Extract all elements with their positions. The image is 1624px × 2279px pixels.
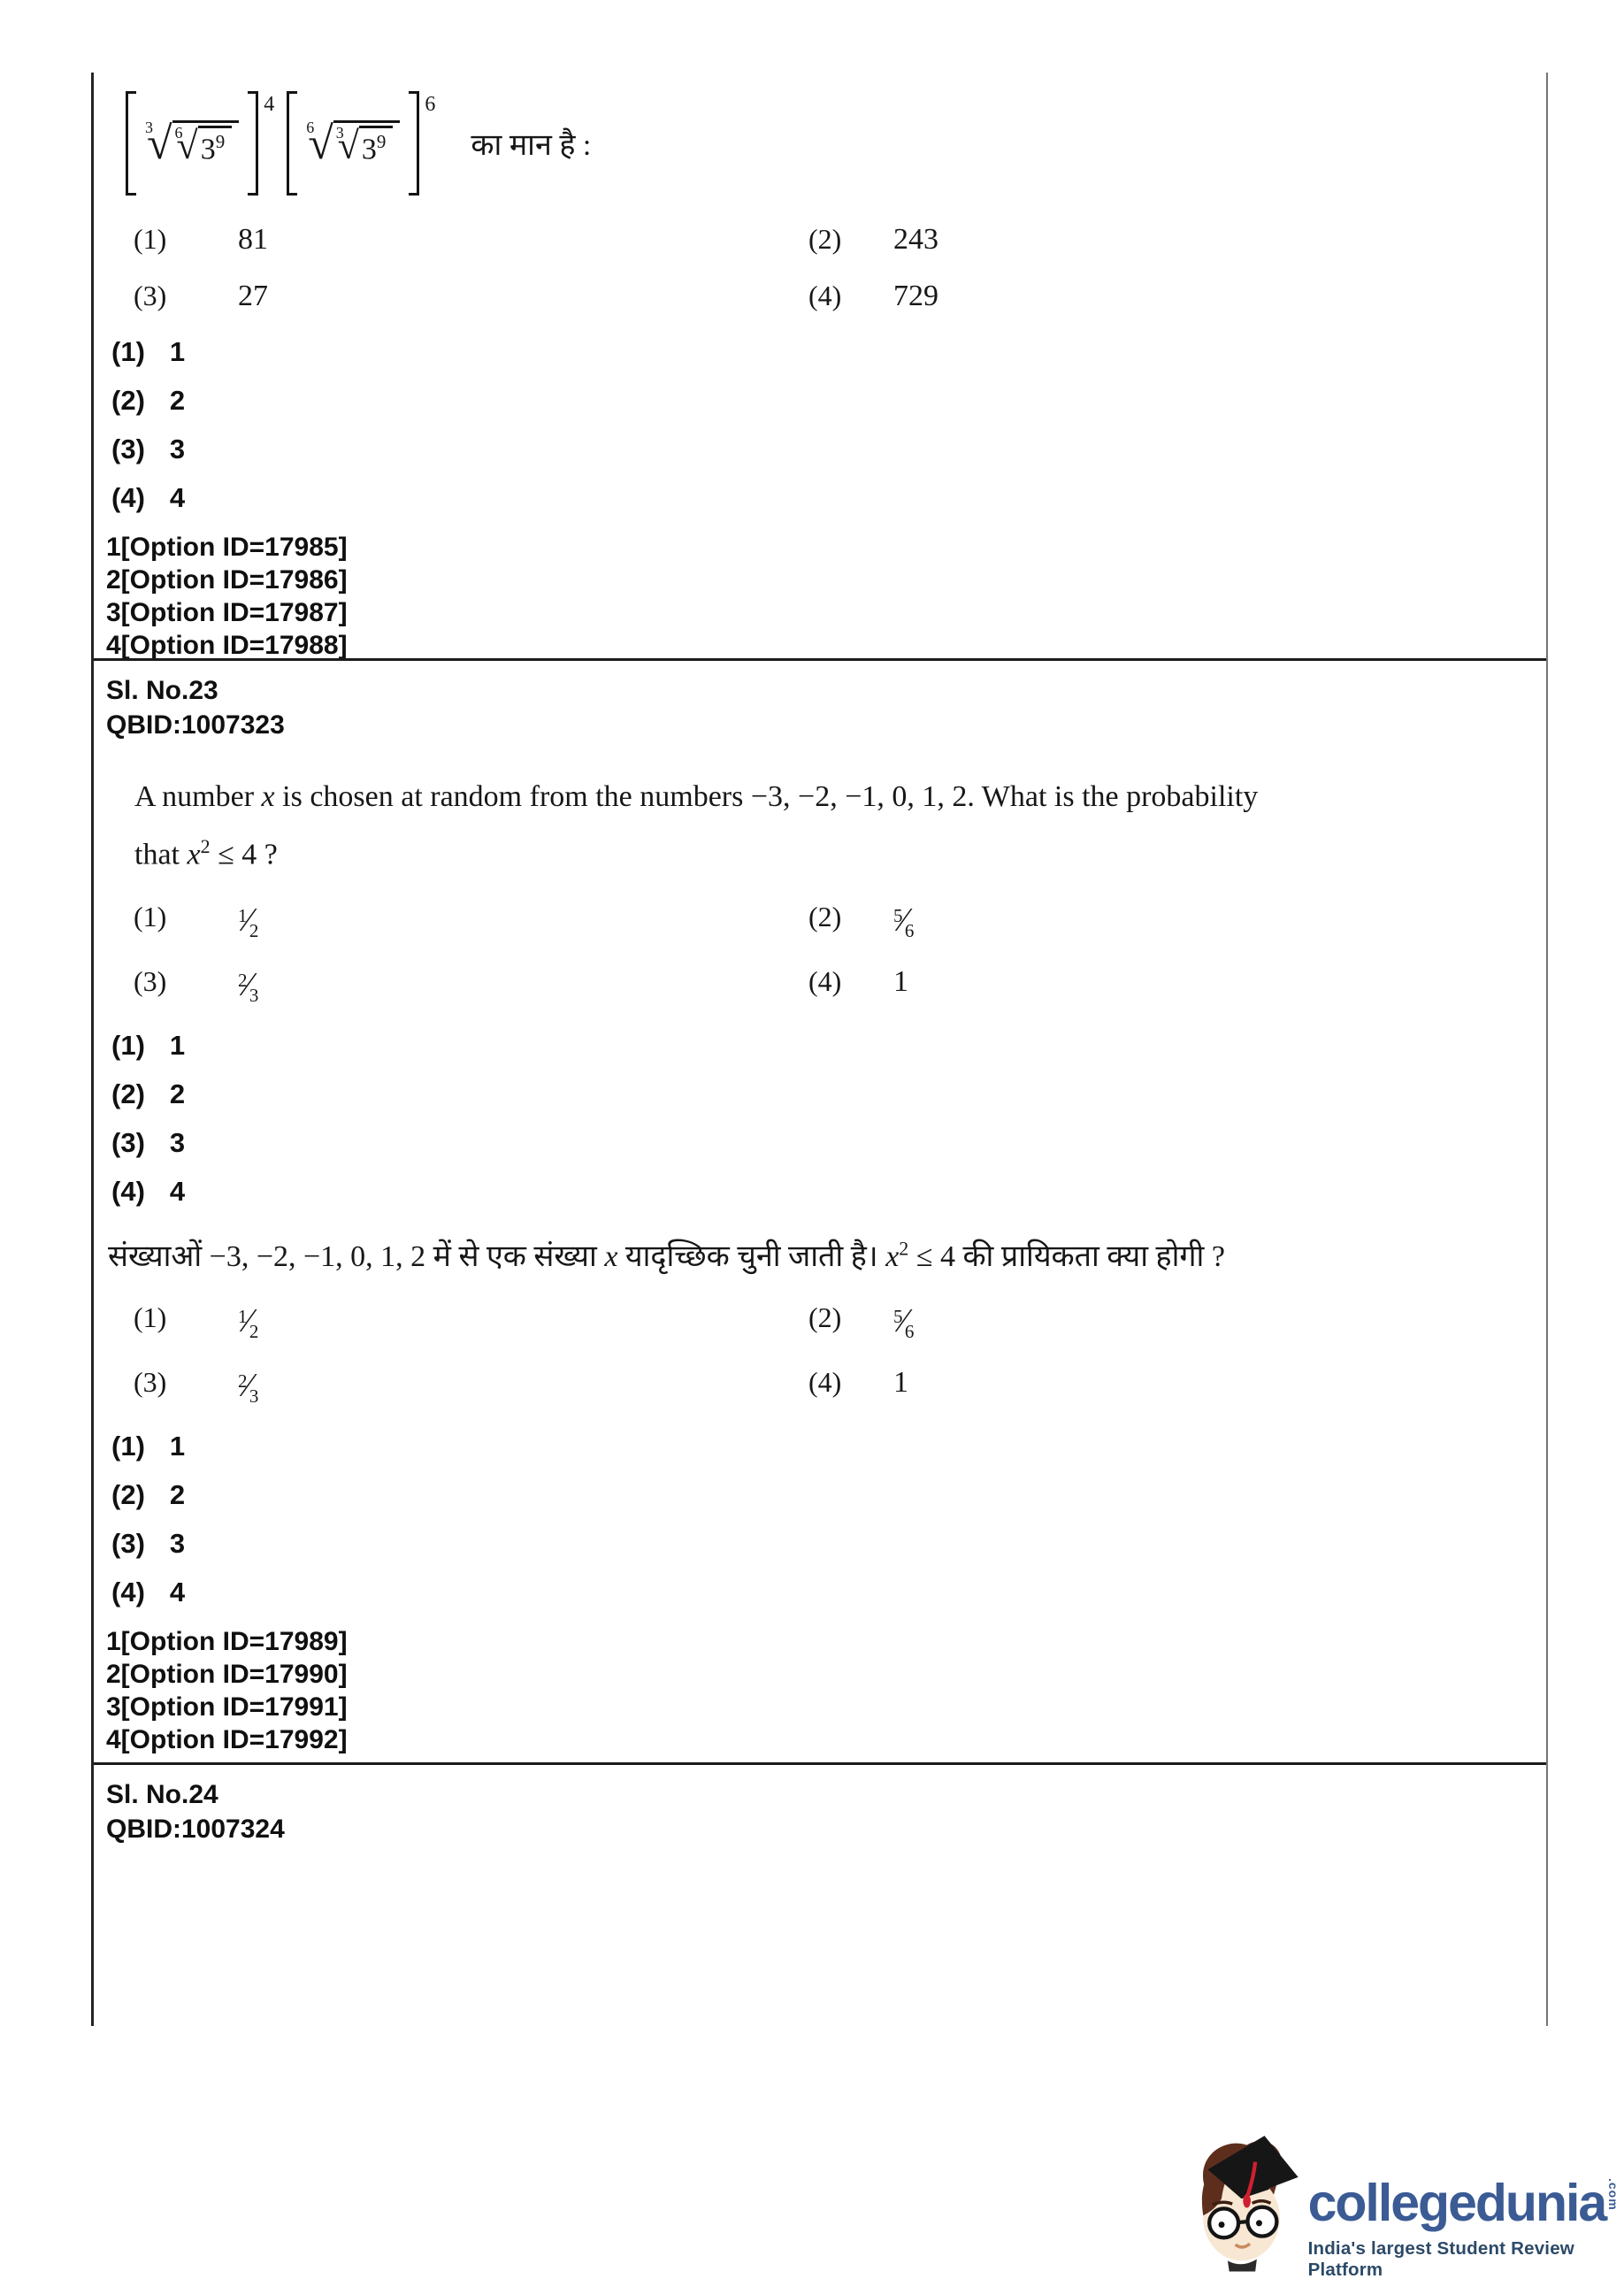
base-number: 3: [200, 133, 216, 166]
option-value: 1: [893, 1366, 908, 1400]
option-id-line: 4[Option ID=17988]: [106, 631, 348, 660]
question-suffix-hindi: का मान है :: [471, 129, 592, 162]
option-value-fraction: [893, 901, 1546, 942]
option-number: (3): [134, 1366, 167, 1399]
collegedunia-logo: [1182, 2114, 1624, 2279]
question-23-section: [94, 661, 1546, 1765]
fraction-denominator: 2: [249, 1321, 259, 1343]
answer-value: 3: [169, 1528, 186, 1560]
fraction-denominator: 3: [249, 985, 259, 1007]
answer-label: (2): [111, 1479, 145, 1511]
answer-label: (1): [111, 336, 145, 367]
serial-number: Sl. No.23: [106, 676, 218, 705]
option-value: 1: [893, 965, 908, 999]
answer-label: (2): [111, 385, 145, 416]
math-formula: [126, 85, 1546, 202]
bracket-exponent: 6: [425, 92, 436, 116]
q23-question-hindi: [108, 1234, 1546, 1275]
option-number: (1): [134, 1301, 167, 1334]
power: 9: [215, 130, 226, 152]
qbid: QBID:1007324: [106, 1815, 285, 1844]
fraction-numerator: 2: [238, 1370, 248, 1393]
q23-answer-key-list-english: [111, 1030, 1546, 1208]
answer-row: [111, 434, 1546, 465]
q23-options-grid-hindi: [134, 1301, 1546, 1408]
option-value-fraction: [238, 1301, 808, 1343]
option-number: (3): [134, 280, 167, 311]
question-text: ≤ 4 ?: [210, 838, 278, 871]
question-text: A number: [134, 780, 262, 813]
answer-row: [111, 482, 1546, 514]
answer-label: (3): [111, 434, 145, 464]
answer-row: [111, 1431, 1546, 1462]
answer-row: [111, 385, 1546, 417]
fraction-denominator: 6: [904, 920, 915, 942]
question-text-hindi: ≤ 4 की प्रायिकता क्या होगी ?: [908, 1240, 1225, 1274]
option-value-fraction: [893, 1301, 1546, 1343]
answer-value: 4: [169, 1577, 186, 1608]
fraction-numerator: 5: [893, 905, 903, 927]
option-id-line: 1[Option ID=17985]: [106, 533, 348, 562]
option-value: 81: [238, 223, 268, 256]
question-text: is chosen at random from the numbers −3, −2, −1, 0, 1, 2. What is the probability: [274, 780, 1259, 813]
option-number: (1): [134, 901, 167, 933]
option-number: (1): [134, 223, 167, 255]
answer-label: (3): [111, 1528, 145, 1560]
question-22-section: [94, 73, 1546, 661]
question-text-hindi: यादृच्छिक चुनी जाती है।: [617, 1240, 886, 1274]
option-number: (3): [134, 965, 167, 998]
radical-index: 6: [174, 123, 183, 142]
answer-label: (1): [111, 1431, 145, 1462]
option-id-line: 2[Option ID=17986]: [106, 565, 348, 595]
option-number: (4): [808, 280, 842, 311]
option-id-line: 4[Option ID=17992]: [106, 1725, 348, 1755]
option-value: 243: [893, 223, 938, 256]
option-id-line: 3[Option ID=17991]: [106, 1692, 348, 1723]
answer-row: [111, 1479, 1546, 1511]
option-value-fraction: [238, 965, 808, 1007]
question-text: that: [134, 838, 188, 871]
question-text-hindi: संख्याओं −3, −2, −1, 0, 1, 2 में से एक संख्या: [108, 1240, 605, 1274]
left-bracket: [126, 91, 136, 196]
left-bracket: [287, 91, 297, 196]
q22-option-ids: [106, 531, 1546, 661]
option-value-fraction: [238, 1366, 808, 1408]
exponent: 2: [200, 835, 211, 857]
answer-row: [111, 1528, 1546, 1560]
fraction-denominator: 6: [904, 1321, 915, 1343]
qbid: QBID:1007323: [106, 710, 285, 740]
answer-value: 1: [169, 1030, 186, 1062]
brand-name: collegedunia: [1307, 2174, 1606, 2232]
answer-label: (2): [111, 1078, 145, 1110]
brand-tld: .com: [1606, 2178, 1621, 2211]
math-variable: x: [261, 780, 275, 813]
logo-text-block: [1308, 2173, 1624, 2279]
answer-value: 3: [169, 1127, 186, 1159]
answer-row: [111, 1127, 1546, 1159]
bracket-exponent: 4: [264, 92, 275, 116]
answer-label: (4): [111, 1176, 145, 1208]
radical-index: 3: [335, 123, 344, 142]
option-value: 729: [893, 280, 938, 312]
answer-label: (1): [111, 1030, 145, 1062]
answer-label: (4): [111, 1577, 145, 1608]
option-id-line: 2[Option ID=17990]: [106, 1660, 348, 1690]
right-bracket: [409, 91, 419, 196]
base-number: 3: [361, 133, 377, 166]
answer-row: [111, 1176, 1546, 1208]
q23-answer-key-list-hindi: [111, 1431, 1546, 1608]
answer-value: 2: [169, 1479, 186, 1511]
answer-label: (4): [111, 482, 145, 513]
answer-value: 4: [169, 1176, 186, 1208]
q22-answer-key-list: [111, 336, 1546, 514]
answer-value: 2: [169, 385, 186, 416]
collegedunia-mascot: [1182, 2114, 1305, 2279]
q23-options-grid-english: [134, 901, 1546, 1007]
fraction-numerator: 1: [238, 1306, 248, 1328]
formula-bracket-group-2: [287, 91, 419, 196]
answer-value: 1: [169, 1431, 186, 1462]
q23-option-ids: [106, 1625, 1546, 1756]
answer-value: 1: [169, 336, 186, 367]
radical-index: 3: [145, 118, 153, 136]
answer-value: 4: [169, 482, 186, 513]
option-number: (4): [808, 965, 842, 998]
question-table: [91, 73, 1548, 2026]
radical-index: 6: [306, 118, 315, 136]
answer-row: [111, 1078, 1546, 1110]
fraction-numerator: 5: [893, 1306, 903, 1328]
math-variable: x: [604, 1240, 618, 1274]
brand-tagline: India's largest Student Review Platform: [1307, 2238, 1574, 2279]
power: 9: [376, 130, 387, 152]
q24-header: [106, 1777, 1546, 1846]
formula-bracket-group-1: [126, 91, 258, 196]
q23-question-english: [134, 772, 1514, 879]
option-value-fraction: [238, 901, 808, 942]
option-id-line: 3[Option ID=17987]: [106, 598, 348, 627]
q23-header: [106, 673, 1546, 742]
fraction-numerator: 2: [238, 970, 248, 992]
answer-value: 2: [169, 1078, 186, 1110]
fraction-denominator: 2: [249, 920, 259, 942]
exponent: 2: [899, 1238, 909, 1260]
q22-options-grid: [134, 223, 1546, 313]
answer-row: [111, 336, 1546, 368]
answer-row: [111, 1030, 1546, 1062]
option-id-line: 1[Option ID=17989]: [106, 1627, 348, 1657]
question-24-section: [94, 1765, 1546, 2021]
option-value: 27: [238, 280, 268, 312]
serial-number: Sl. No.24: [106, 1780, 218, 1809]
answer-label: (3): [111, 1127, 145, 1159]
right-bracket: [248, 91, 258, 196]
answer-row: [111, 1577, 1546, 1608]
option-number: (4): [808, 1366, 842, 1399]
fraction-numerator: 1: [238, 905, 248, 927]
option-number: (2): [808, 901, 842, 933]
answer-value: 3: [169, 434, 186, 464]
math-variable: x: [885, 1240, 900, 1274]
option-number: (2): [808, 223, 842, 255]
option-number: (2): [808, 1301, 842, 1334]
math-variable: x: [187, 838, 201, 871]
fraction-denominator: 3: [249, 1385, 259, 1408]
